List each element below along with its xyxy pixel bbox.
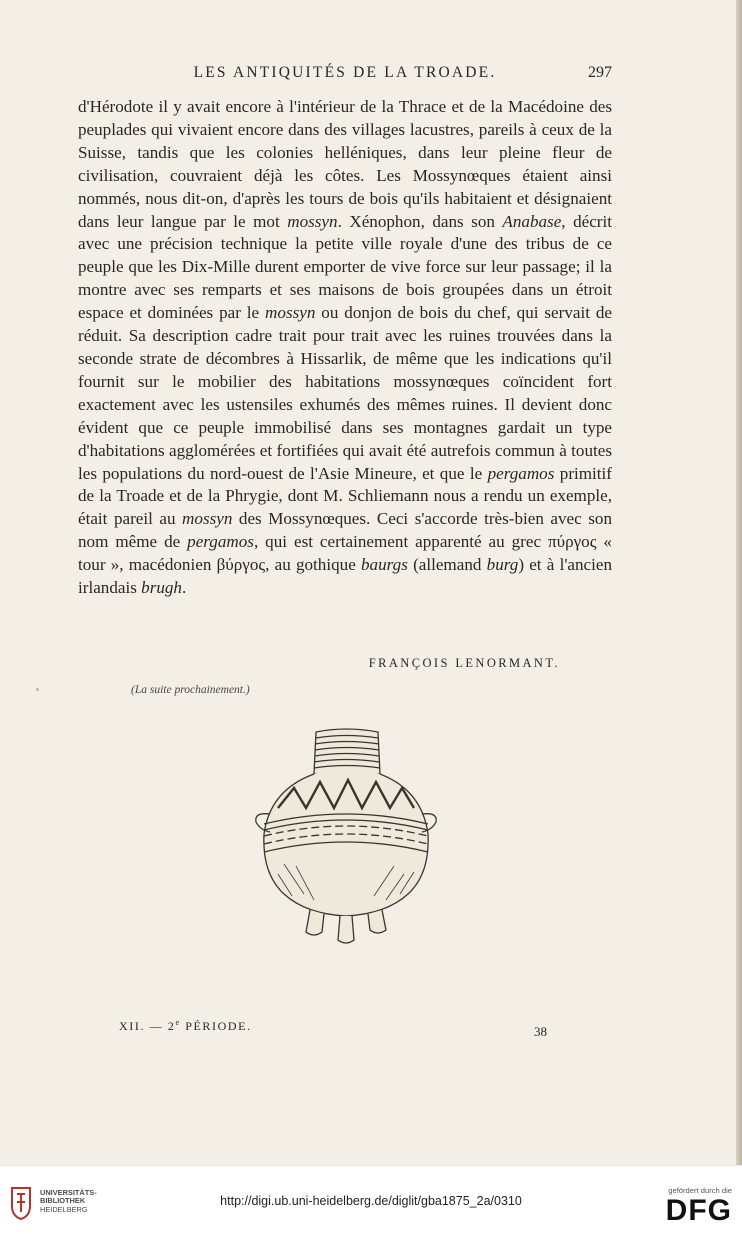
viewer-footer-bar: [0, 1165, 742, 1234]
page-header: [78, 64, 612, 88]
page-edge: [736, 0, 742, 1165]
continued-note: (La suite prochainement.): [131, 684, 250, 696]
page-number: 297: [588, 64, 612, 81]
paragraph: d'Hérodote il y avait encore à l'intérieur de la Thrace et de la Macédoine des peuplades qui vivaient encore dans des villages lacustres, pareils à ceux de la Suisse, tandis que les colonies helléniques, dans leur pleine fleur de civilisation, couvraient déjà les côtes. Les Mossynœques étaient ainsi nommés, nous dit-on, d'après les tours de bois qu'ils habitaient et désignaient dans leur langue par le mot mossyn. Xénophon, dans son Anabase, décrit avec une précision technique la petite ville royale d'une des tribus de ce peuple que les Dix-Mille durent emporter de vive force sur leur passage; il la montre avec ses remparts et ses maisons de bois groupées dans un étroit espace et dominées par le mossyn ou donjon de bois du chef, qui servait de réduit. Sa description cadre trait pour trait avec les ruines trouvées dans la seconde strate de décombres à Hissarlik, de même que les indications qu'il fournit sur le mobilier des habitations mossynœques coïncident fort exactement avec les ustensiles exhumés des mêmes ruines. Il devient donc évident que ce peuple immobilisé dans ses montagnes gardait un type d'habitations agglomérées et fortifiées qui avait été autrefois commun à toutes les populations du nord-ouest de l'Asie Mineure, et que le pergamos primitif de la Troade et de la Phrygie, dont M. Schliemann nous a rendu un exemple, était pareil au mossyn des Mossynœques. Ceci s'accorde très-bien avec son nom même de pergamos, qui est certainement apparenté au grec πύργος « tour », macédonien βύργος, au gothique baurgs (allemand burg) et à l'ancien irlandais brugh.: [78, 97, 612, 598]
permalink-url[interactable]: http://digi.ub.uni-heidelberg.de/diglit/gba1875_2a/0310: [220, 1194, 522, 1208]
article-text: [78, 96, 612, 600]
library-name[interactable]: UNIVERSITÄTS- BIBLIOTHEK HEIDELBERG: [40, 1188, 97, 1214]
signature-line: XII. — 2e PÉRIODE.: [119, 1018, 252, 1033]
running-title: LES ANTIQUITÉS DE LA TROADE.: [193, 64, 497, 81]
author-signature: FRANÇOIS LENORMANT.: [368, 656, 560, 670]
funding-caption: gefördert durch die: [668, 1186, 732, 1195]
dfg-logo[interactable]: DFG: [665, 1194, 732, 1227]
vase-illustration: [244, 724, 448, 950]
paper-speck: [36, 688, 39, 691]
printer-signature-mark: 38: [534, 1024, 547, 1039]
